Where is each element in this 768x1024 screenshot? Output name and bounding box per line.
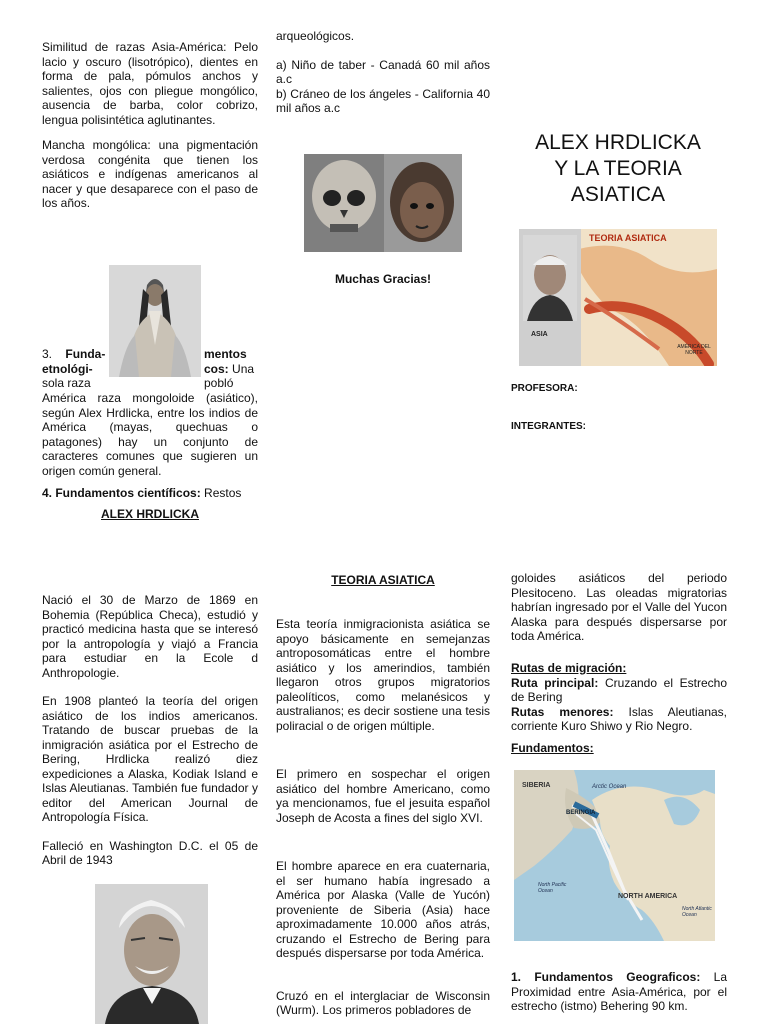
fundamento-4 <box>42 486 258 501</box>
map-title-label: TEORIA ASIATICA <box>589 233 667 243</box>
fundamento-1 <box>511 970 727 1014</box>
f1-text: La Proximidad entre Asia-América, por el estrecho (istmo) Behering 90 km. <box>511 970 728 1013</box>
paragraph-mancha <box>42 138 258 211</box>
text-arqueologicos: arqueológicos. <box>276 29 355 43</box>
f4-text: Restos <box>204 486 242 500</box>
text-item-a: a) Niño de taber - Canadá 60 mil años a.c <box>276 57 490 86</box>
teoria-p3: El hombre aparece en era cuaternaria, el ser humano había ingresado a América por Alaska (Valle de Yucón) proveniente de Siberia (Asia) hace aproximadamente 10.000 años atrás, cruzando el Estrecho de Bering para después dispersarse por toda América. <box>276 859 490 960</box>
paragraph-similitud <box>42 40 258 127</box>
rutas-heading: Rutas de migración: <box>511 661 627 675</box>
text-item-b: b) Cráneo de los ángeles - California 40 mil años a.c <box>276 86 490 115</box>
text-similitud: Similitud de razas Asia-América: Pelo lacio y oscuro (lisotrópico), dientes en forma de pala, pómulos anchos y salientes, ojos con pliegue mongólico, ausencia de barba, color cobrizo, lengua polisintética aglutinantes. <box>42 40 258 127</box>
map-siberia-label: SIBERIA <box>522 782 551 789</box>
profesora-label: PROFESORA: <box>511 383 578 394</box>
f3-rest-text: América raza mongoloide (asiático), según Alex Hrdlicka, entre los indios de América (mayas, quechuas o patagones) hay un conjunto de caracteres comunes que sugieren un origen común general. <box>42 391 258 478</box>
f3-right3: pobló <box>204 376 234 390</box>
f3-number: 3. <box>42 347 53 361</box>
migration-intro: goloides asiáticos del periodo Plesitoceno. Las oleadas migratorias habrían ingresado por el Valle del Yucon Alaska para después dispersarse por toda América. <box>511 571 727 643</box>
f3-left1: Funda- <box>65 347 106 361</box>
teoria-paragraphs <box>276 617 490 1018</box>
thanks-text: Muchas Gracias! <box>334 272 432 286</box>
ruta-principal-label: Ruta principal: <box>511 675 599 690</box>
heading-teoria-asiatica: TEORIA ASIATICA <box>331 573 435 587</box>
bio-paragraphs <box>42 593 258 868</box>
photo-hrdlicka-portrait <box>95 884 208 1024</box>
map-atlantic-label: North Atlantic Ocean <box>682 906 712 918</box>
col3-bottom-intro <box>511 571 727 644</box>
map-arctic-label: Arctic Ocean <box>592 784 627 790</box>
text-mancha: Mancha mongólica: una pigmentación verdosa congénita que tienen los asiáticos e indígenas americanos al nacer y que desaparece con el paso de los años. <box>42 138 258 210</box>
rutas-menores-label: Rutas menores: <box>511 704 614 719</box>
photo-skull-reconstruction <box>304 154 462 252</box>
teoria-p4: Cruzó en el interglaciar de Wisconsin (Wurm). Los primeros pobladores de <box>276 988 490 1017</box>
title-line-1: ALEX HRDLICKA <box>535 131 701 154</box>
bio-p3: Falleció en Washington D.C. el 05 de Abril de 1943 <box>42 838 258 867</box>
bio-p2: En 1908 planteó la teoría del origen asiático de los indios americanos. Tratando de buscar pruebas de la inmigración asiática por el Estrecho de Bering, Hrdlicka realizó diez expediciones a Alaska, Kodiak Island e Islas Aleutianas. También fue fundador y editor del American Journal de Antropología Física. <box>42 694 258 824</box>
teoria-p2: El primero en sospechar el origen asiático del hombre Americano, como ya mencionamos, fue el jesuita español Joseph de Acosta a fines del siglo XVI. <box>276 767 490 825</box>
f4-label: 4. Fundamentos científicos: <box>42 486 201 500</box>
f3-right2: cos: <box>204 361 229 376</box>
f1-label: 1. Fundamentos Geograficos: <box>511 970 701 984</box>
map-north-america-label: NORTH AMERICA <box>618 893 678 900</box>
f3-left2: etnológi- <box>42 361 93 376</box>
rutas-menores-text: Islas Aleutianas, corriente Kuro Shiwo y Rio Negro. <box>511 704 727 733</box>
f3-right1: mentos <box>204 347 247 361</box>
rutas-section <box>511 661 727 734</box>
f3-left3: sola raza <box>42 376 91 390</box>
integrantes-label: INTEGRANTES: <box>511 421 586 432</box>
col2-text <box>276 29 490 116</box>
teoria-p1: Esta teoría inmigracionista asiática se apoyo básicamente en semejanzas antroposomáticas entre el hombre asiático y los amerindios, también llegaron otros grupos migratorios paleolíticos, como melanésicos y australianos; es decir sostiene una tesis poliracial o de origen múltiple. <box>276 617 490 733</box>
f3-right2b: Una <box>232 361 255 376</box>
map-america-label: AMÉRICA DEL NORTE <box>677 344 711 356</box>
cover-map-image <box>519 229 717 366</box>
fundamento-3 <box>42 347 258 478</box>
fundamentos-heading: Fundamentos: <box>511 741 594 755</box>
ruta-principal-text: Cruzando el Estrecho de Bering <box>511 675 727 704</box>
heading-alex-hrdlicka: ALEX HRDLICKA <box>101 507 199 521</box>
map-asia-label: ASIA <box>531 331 548 338</box>
title-line-2: Y LA TEORIA <box>554 157 682 180</box>
bering-map-image <box>514 770 715 941</box>
bio-p1: Nació el 30 de Marzo de 1869 en Bohemia (República Checa), estudió y practicó medicina hasta que se interesó por la antropología y viajó a Francia para estudiar en la Ecole d Anthropologie. <box>42 593 258 680</box>
map-beringia-label: BERINGIA <box>566 810 596 816</box>
map-pacific-label: North Pacific Ocean <box>538 882 567 894</box>
title-line-3: ASIATICA <box>570 183 666 206</box>
cover-title <box>508 130 728 208</box>
